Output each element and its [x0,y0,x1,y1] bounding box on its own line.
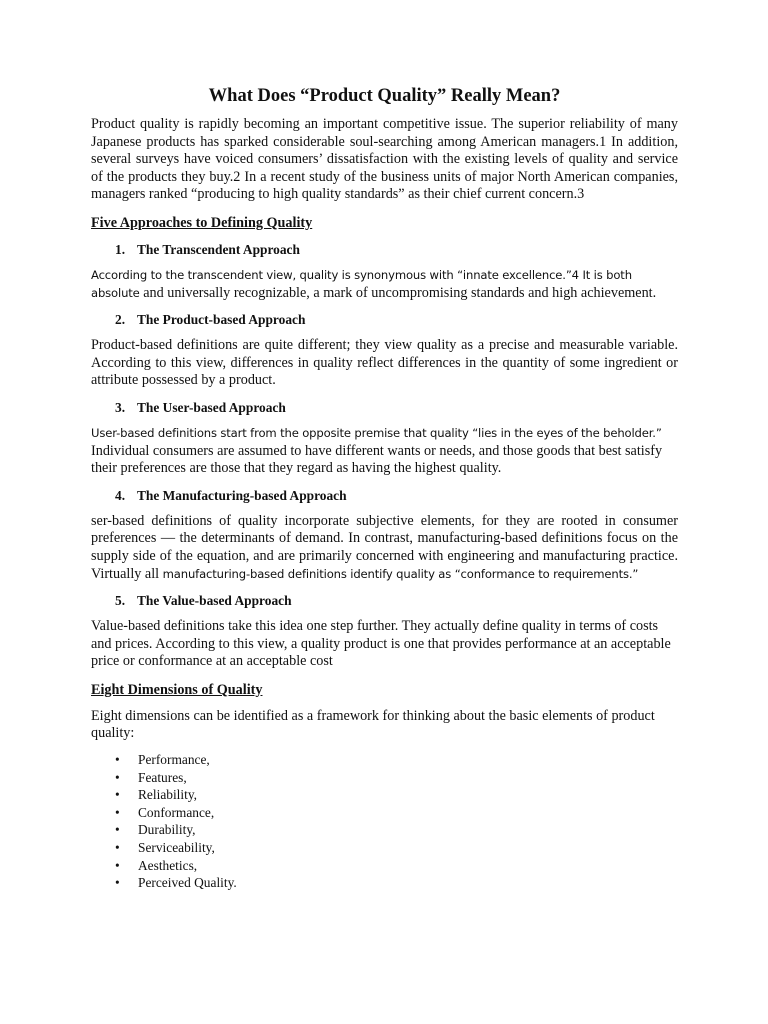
list-item-label: Serviceability, [138,840,215,856]
list-item [115,839,678,857]
list-item [115,857,678,875]
bullet-icon: • [115,769,120,785]
list-item-label: Conformance, [138,804,215,820]
approach-body [91,425,678,478]
approach-heading [91,592,678,610]
list-item-label: Reliability, [138,787,198,803]
approach-body-alt-text: manufacturing-based definitions identify quality as “conformance to requirements.” [162,566,639,581]
dimensions-list [91,751,678,892]
approach-title: The User-based Approach [137,399,286,415]
bullet-icon: • [115,840,120,856]
approach-body [91,267,678,302]
approach-heading [91,487,678,505]
section-heading-approaches: Five Approaches to Defining Quality [91,214,313,231]
approach-body [91,337,678,390]
approach-number: 4. [115,487,126,503]
approach-title: The Value-based Approach [137,593,292,609]
approach-body-text: and universally recognizable, a mark of uncompromising standards and high achievement. [143,284,657,301]
approach-heading [91,399,678,417]
approach-number: 2. [115,312,126,328]
list-item [115,769,678,787]
list-item [115,751,678,769]
bullet-icon: • [115,857,120,873]
approach-number: 3. [115,399,126,415]
approach-number: 5. [115,593,126,609]
approach-body [91,618,678,671]
approach-title: The Manufacturing-based Approach [137,487,347,503]
bullet-icon: • [115,787,120,803]
approach-body-text: Value-based definitions take this idea one step further. They actually define quality in terms of costs and prices. According to this view, a quality product is one that provides performance at an acceptable price or conformance at an acceptable cost [91,618,671,670]
approach-heading [91,241,678,259]
bullet-icon: • [115,804,120,820]
approach-body-text: ser-based definitions of quality incorporate subjective elements, for they are rooted in consumer preferences — the determinants of demand. In contrast, manufacturing-based definitions focus on the supply side of the equation, and are primarily concerned with engineering and manufacturing practice. Virtually all [91,512,678,582]
approach-body [91,513,678,583]
dimensions-intro: Eight dimensions can be identified as a framework for thinking about the basic elements of product quality: [91,707,655,742]
approach-body-text: Product-based definitions are quite different; they view quality as a precise and measurable variable. According to this view, differences in quality reflect differences in the quantity of some ingredient or attribute possessed by a product. [91,337,678,389]
approach-title: The Product-based Approach [137,312,306,328]
list-item-label: Durability, [138,822,196,838]
list-item [115,786,678,804]
list-item-label: Features, [138,769,187,785]
list-item-label: Perceived Quality. [138,875,237,891]
bullet-icon: • [115,822,120,838]
approach-body-alt-text: User-based definitions start from the opposite premise that quality “lies in the eyes of the beholder.” [91,425,662,440]
approach-title: The Transcendent Approach [137,241,300,257]
bullet-icon: • [115,875,120,891]
list-item-label: Aesthetics, [138,857,198,873]
approach-heading [91,311,678,329]
approach-body-text: Individual consumers are assumed to have different wants or needs, and those goods that best satisfy their preferences are those that they regard as having the highest quality. [91,442,663,477]
intro-paragraph: Product quality is rapidly becoming an important competitive issue. The superior reliability of many Japanese products has sparked considerable soul-searching among American managers.1 In addition, several surveys have voiced consumers’ dissatisfaction with the existing levels of quality and service of the products they buy.2 In a recent study of the business units of major North American companies, managers ranked “producing to high quality standards” as their chief current concern.3 [91,116,678,203]
approach-number: 1. [115,241,126,257]
list-item [115,821,678,839]
section-heading-dimensions: Eight Dimensions of Quality [91,681,263,698]
list-item [115,874,678,892]
list-item-label: Performance, [138,752,210,768]
bullet-icon: • [115,752,120,768]
list-item [115,804,678,822]
page-title: What Does “Product Quality” Really Mean? [208,86,561,106]
approach-body-alt-text: According to the transcendent view, quality is synonymous with “innate excellence.”4 It is both absolute [91,267,632,300]
